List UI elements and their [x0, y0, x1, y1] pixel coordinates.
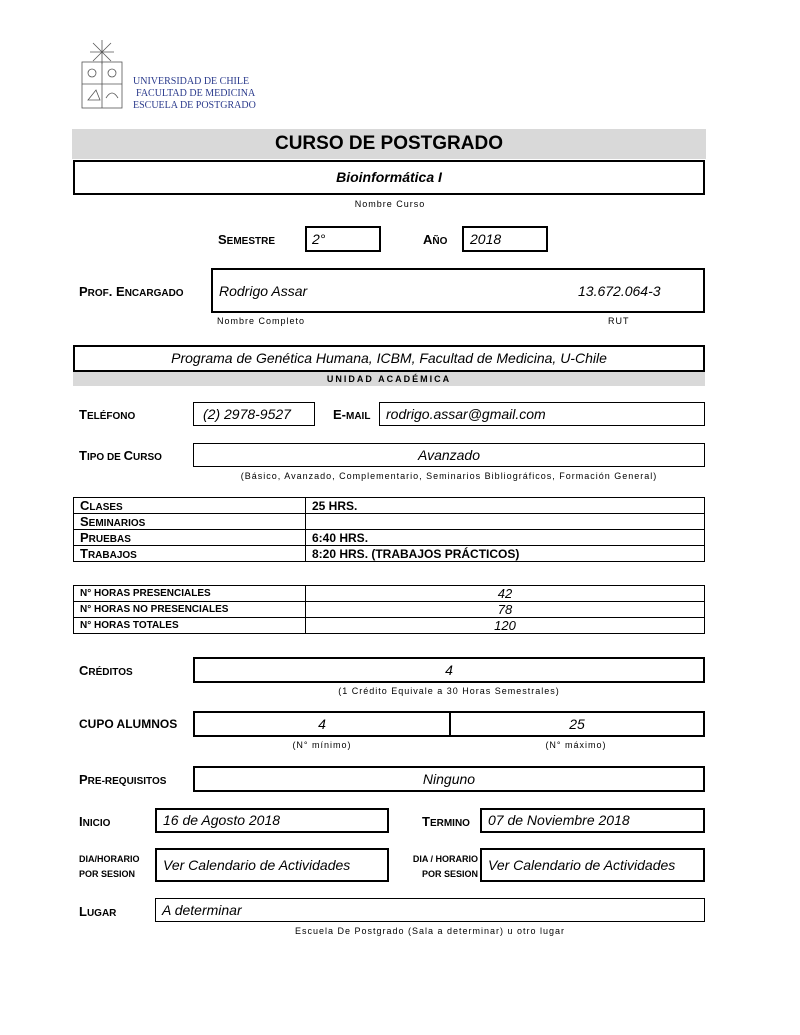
totals-label: N° HORAS PRESENCIALES — [74, 586, 306, 602]
totals-label: N° HORAS NO PRESENCIALES — [74, 602, 306, 618]
quota-min-hint: (N° mínimo) — [292, 740, 352, 750]
professor-name-hint: Nombre Completo — [217, 316, 306, 326]
hours-label: TRABAJOS — [74, 546, 306, 562]
hours-label: SEMINARIOS — [74, 514, 306, 530]
totals-value: 78 — [306, 602, 705, 618]
year-field: 2018 — [462, 226, 548, 252]
semester-label: SEMESTRE — [218, 232, 276, 247]
email-label: E-MAIL — [333, 407, 371, 422]
hours-table — [73, 497, 705, 562]
start-field: 16 de Agosto 2018 — [155, 808, 389, 833]
schedule-left-field: Ver Calendario de Actividades — [155, 848, 389, 882]
hours-value: 6:40 HRS. — [306, 530, 705, 546]
end-label: TERMINO — [422, 814, 470, 829]
table-row — [74, 602, 705, 618]
quota-max-hint: (N° máximo) — [545, 740, 607, 750]
semester-field: 2° — [305, 226, 381, 252]
academic-unit-field: Programa de Genética Humana, ICBM, Facultad de Medicina, U-Chile — [73, 345, 705, 372]
totals-value: 120 — [306, 618, 705, 634]
schedule-left-label: DIA/HORARIO POR SESION — [79, 854, 140, 879]
professor-rut-hint: RUT — [608, 316, 630, 326]
course-type-hint: (Básico, Avanzado, Complementario, Seminarios Bibliográficos, Formación General) — [240, 471, 658, 481]
totals-table — [73, 585, 705, 634]
page-title: CURSO DE POSTGRADO — [72, 129, 706, 159]
hours-label: CLASES — [74, 498, 306, 514]
start-label: INICIO — [79, 814, 111, 829]
university-name: UNIVERSIDAD DE CHILE FACULTAD DE MEDICINA ESCUELA DE POSTGRADO — [133, 76, 256, 111]
place-label: LUGAR — [79, 904, 117, 919]
phone-field: (2) 2978-9527 — [193, 402, 315, 426]
hours-value — [306, 514, 705, 530]
phone-label: TELÉFONO — [79, 407, 136, 422]
totals-label: N° HORAS TOTALES — [74, 618, 306, 634]
place-hint: Escuela De Postgrado (Sala a determinar) u otro lugar — [294, 926, 566, 936]
quota-label: CUPO ALUMNOS — [79, 717, 178, 731]
hours-value: 8:20 HRS. (TRABAJOS PRÁCTICOS) — [306, 546, 705, 562]
place-field: A determinar — [155, 898, 705, 922]
schedule-right-label: DIA / HORARIO POR SESION — [412, 854, 478, 879]
table-row — [74, 498, 705, 514]
professor-name: Rodrigo Assar — [219, 283, 308, 299]
hours-value: 25 HRS. — [306, 498, 705, 514]
professor-rut: 13.672.064-3 — [578, 283, 661, 299]
prereq-label: PRE-REQUISITOS — [79, 772, 167, 787]
prereq-field: Ninguno — [193, 766, 705, 792]
totals-value: 42 — [306, 586, 705, 602]
table-row — [74, 586, 705, 602]
year-label: AÑO — [423, 232, 448, 247]
course-type-label: TIPO DE CURSO — [79, 448, 162, 463]
academic-unit-label: UNIDAD ACADÉMICA — [73, 372, 705, 386]
table-row — [74, 514, 705, 530]
quota-min-field: 4 — [193, 711, 451, 737]
table-row — [74, 530, 705, 546]
hours-label: PRUEBAS — [74, 530, 306, 546]
credits-field: 4 — [193, 657, 705, 683]
university-seal-icon — [78, 38, 126, 110]
email-field: rodrigo.assar@gmail.com — [379, 402, 705, 426]
course-name-field: Bioinformática I — [73, 160, 705, 195]
professor-field — [211, 268, 705, 313]
course-name-hint: Nombre Curso — [354, 199, 426, 209]
table-row — [74, 618, 705, 634]
professor-label: PROF. ENCARGADO — [79, 284, 184, 299]
table-row — [74, 546, 705, 562]
credits-hint: (1 Crédito Equivale a 30 Horas Semestrales) — [338, 686, 560, 696]
end-field: 07 de Noviembre 2018 — [480, 808, 705, 833]
schedule-right-field: Ver Calendario de Actividades — [480, 848, 705, 882]
course-type-field: Avanzado — [193, 443, 705, 467]
credits-label: CRÉDITOS — [79, 663, 133, 678]
quota-max-field: 25 — [449, 711, 705, 737]
